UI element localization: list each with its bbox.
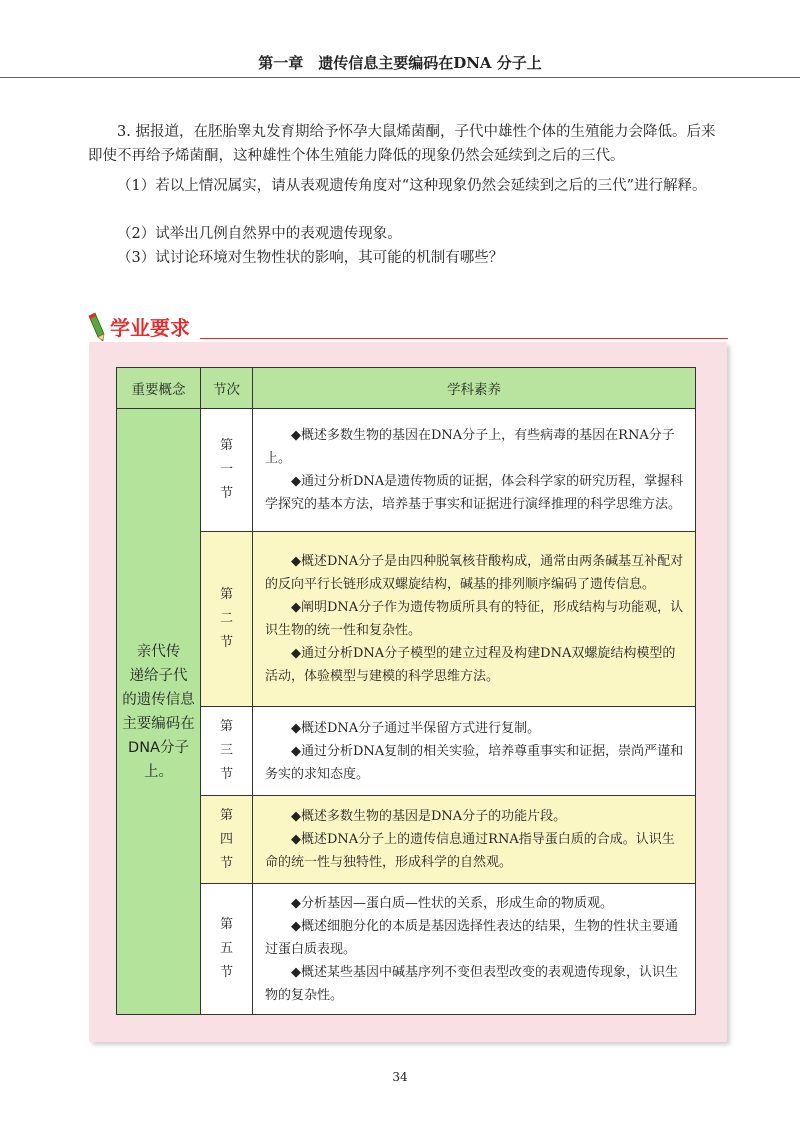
section-char: 节	[219, 635, 233, 650]
table-row	[117, 409, 696, 532]
question-sub-1: （1）若以上情况属实，请从表观遗传角度对“这种现象仍然会延续到之后的三代”进行解释。	[117, 178, 707, 194]
running-header: 第一章 遗传信息主要编码在DNA 分子上	[258, 54, 542, 72]
section-char: 第	[219, 807, 233, 823]
literacy-item: ◆阐明DNA分子作为遗传物质所具有的特征，形成结构与功能观，认识生物的统一性和复杂性。	[265, 600, 684, 638]
section-char: 节	[219, 767, 233, 782]
section-char: 第	[219, 917, 233, 932]
literacy-item: ◆通过分析DNA复制的相关实验，培养尊重事实和证据，崇尚严谨和务实的求知态度。	[265, 743, 684, 782]
concept-line: 亲代传	[136, 643, 181, 660]
table-row	[117, 796, 696, 884]
section-char: 第	[219, 438, 233, 453]
literacy-item: ◆概述某些基因中碱基序列不变但表型改变的表观遗传现象，认识生物的复杂性。	[265, 964, 678, 1003]
section-char: 第	[219, 719, 233, 734]
section-char: 四	[219, 831, 233, 847]
section-char: 节	[219, 855, 233, 871]
concept-line: DNA分子上。	[128, 739, 189, 780]
section-char: 三	[219, 743, 233, 758]
section-char: 二	[219, 611, 233, 626]
literacy-item: ◆概述DNA分子是由四种脱氧核苷酸构成，通常由两条碱基互补配对的反向平行长链形成双螺旋结构，碱基的排列顺序编码了遗传信息。	[265, 554, 684, 592]
requirements-table	[116, 367, 696, 1015]
header-section: 节次	[201, 368, 253, 409]
section-1-items	[253, 409, 696, 532]
section-title: 学业要求	[110, 316, 190, 340]
section-4-items	[253, 796, 696, 884]
section-2-label	[201, 532, 253, 707]
section-char: 一	[219, 462, 233, 477]
literacy-item: ◆通过分析DNA是遗传物质的证据，体会科学家的研究历程，掌握科学探究的基本方法，培养基于事实和证据进行演绎推理的科学思维方法。	[265, 474, 684, 512]
literacy-item: ◆概述多数生物的基因在DNA分子上，有些病毒的基因在RNA分子上。	[265, 428, 675, 466]
literacy-item: ◆概述细胞分化的本质是基因选择性表达的结果，生物的性状主要通过蛋白质表现。	[265, 918, 678, 957]
concept-line: 主要编码在	[122, 715, 195, 732]
section-3-label	[201, 707, 253, 796]
section-4-label	[201, 796, 253, 884]
question-intro: 3. 据报道，在胚胎睾丸发育期给予怀孕大鼠烯菌酮，子代中雄性个体的生殖能力会降低。后来即使不再给予烯菌酮，这种雄性个体生殖能力降低的现象仍然会延续到之后的三代。	[88, 124, 716, 164]
section-3-items	[253, 707, 696, 796]
table-header-row	[117, 368, 696, 409]
section-1-label	[201, 409, 253, 532]
literacy-item: ◆概述DNA分子通过半保留方式进行复制。	[291, 720, 541, 736]
section-rule	[200, 338, 728, 339]
section-char: 节	[219, 486, 233, 501]
pencil-icon	[86, 312, 108, 342]
header-literacy: 学科素养	[253, 368, 696, 409]
table-row	[117, 884, 696, 1015]
section-5-label	[201, 884, 253, 1015]
section-heading	[86, 308, 246, 342]
section-char: 第	[219, 587, 233, 602]
question-sub-2: （2）试举出几例自然界中的表观遗传现象。	[117, 226, 402, 242]
section-char: 五	[219, 941, 233, 956]
section-5-items	[253, 884, 696, 1015]
page-number: 34	[392, 1070, 408, 1084]
literacy-item: ◆分析基因—蛋白质—性状的关系，形成生命的物质观。	[291, 895, 613, 911]
table-row	[117, 707, 696, 796]
section-char: 节	[219, 965, 233, 980]
question-sub-3: （3）试讨论环境对生物性状的影响，其可能的机制有哪些？	[117, 250, 504, 266]
header-rule	[0, 77, 800, 78]
literacy-item: ◆通过分析DNA分子模型的建立过程及构建DNA双螺旋结构模型的活动，体验模型与建模的科学思维方法。	[265, 646, 676, 684]
literacy-item: ◆概述DNA分子上的遗传信息通过RNA指导蛋白质的合成。认识生命的统一性与独特性，形成科学的自然观。	[265, 832, 675, 870]
concept-line: 的遗传信息	[122, 691, 195, 708]
section-2-items	[253, 532, 696, 707]
literacy-item: ◆概述多数生物的基因是DNA分子的功能片段。	[291, 809, 567, 824]
concept-line: 递给子代	[129, 667, 188, 684]
concept-cell	[117, 409, 201, 1015]
table-row	[117, 532, 696, 707]
header-concept: 重要概念	[117, 368, 201, 409]
